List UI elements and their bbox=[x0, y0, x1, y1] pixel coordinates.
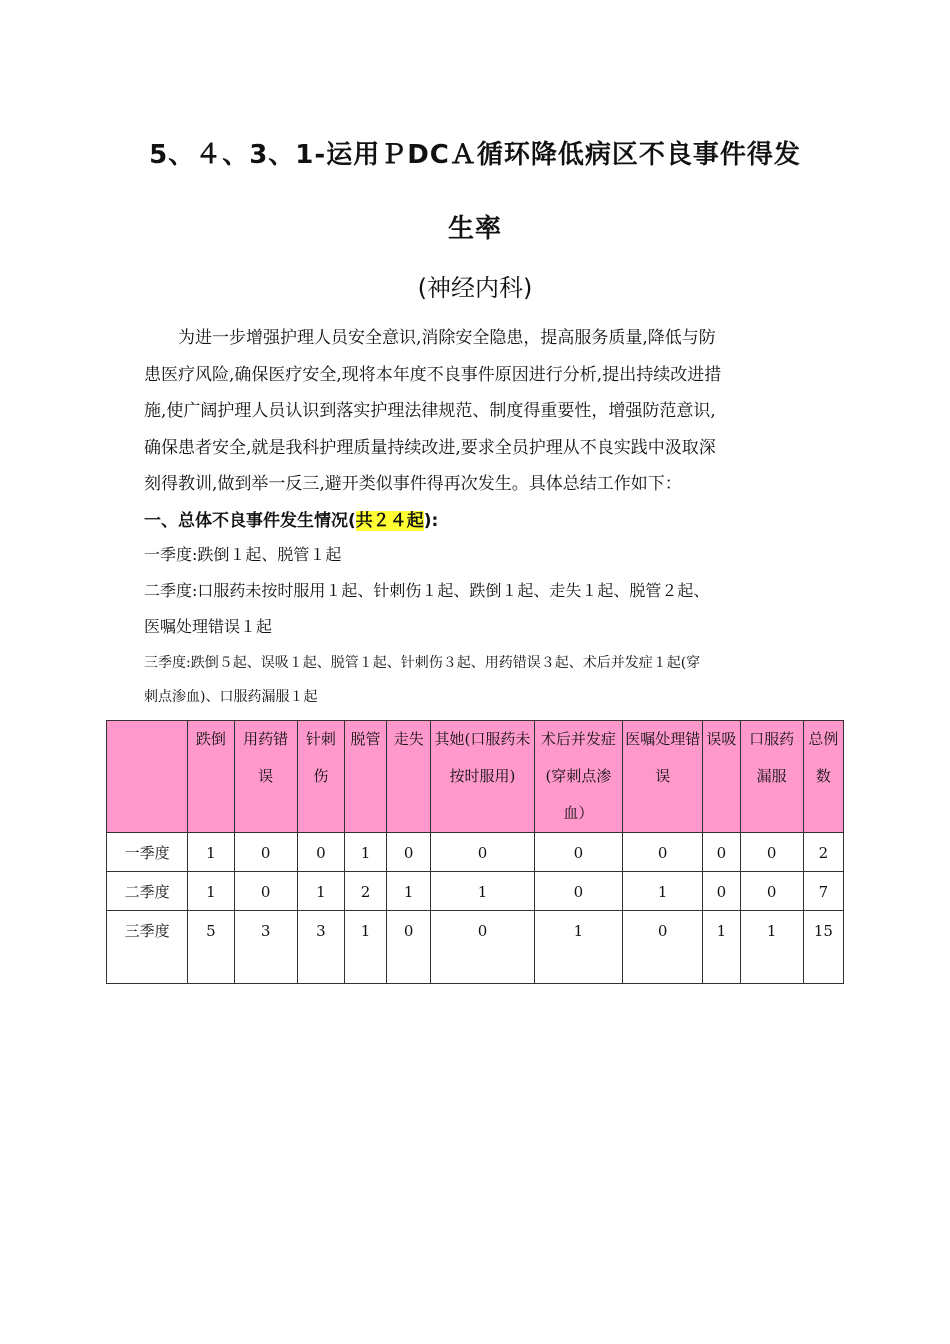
table-cell: 0 bbox=[623, 833, 703, 872]
table-cell: 5 bbox=[188, 911, 234, 984]
table-cell: 1 bbox=[297, 872, 344, 911]
table-cell: 1 bbox=[344, 833, 386, 872]
table-cell: 2 bbox=[344, 872, 386, 911]
table-cell: 0 bbox=[740, 872, 803, 911]
intro-line: 刻得教训,做到举一反三,避开类似事件得再次发生。具体总结工作如下： bbox=[144, 474, 682, 494]
row-label-cell: 二季度 bbox=[107, 872, 188, 911]
header-cell: 口服药漏服 bbox=[740, 721, 803, 833]
intro-line: 施,使广阔护理人员认识到落实护理法律规范、制度得重要性，增强防范意识, bbox=[144, 401, 716, 421]
total-cell: 2 bbox=[803, 833, 843, 872]
section-heading-suffix: ): bbox=[423, 511, 439, 531]
table-cell: 1 bbox=[188, 872, 234, 911]
table-cell: 0 bbox=[431, 833, 534, 872]
total-cell: 15 bbox=[803, 911, 843, 984]
quarter-2-summary: 二季度:口服药未按时服用１起、针刺伤１起、跌倒１起、走失１起、脱管２起、 bbox=[144, 581, 710, 600]
header-cell: 脱管 bbox=[344, 721, 386, 833]
table-cell: 1 bbox=[188, 833, 234, 872]
table-row bbox=[107, 872, 844, 911]
total-count-highlight: 共２４起 bbox=[355, 511, 424, 531]
table-cell: 0 bbox=[623, 911, 703, 984]
table-header-row bbox=[107, 721, 844, 833]
table-cell: 3 bbox=[234, 911, 297, 984]
intro-paragraph bbox=[144, 320, 824, 503]
quarter-3-summary-cont: 刺点渗血)、口服药漏服１起 bbox=[144, 689, 318, 705]
table-cell: 1 bbox=[431, 872, 534, 911]
header-cell: 针刺伤 bbox=[297, 721, 344, 833]
table-cell: 1 bbox=[387, 872, 431, 911]
table-cell: 0 bbox=[740, 833, 803, 872]
header-cell: 走失 bbox=[387, 721, 431, 833]
table-cell: 3 bbox=[297, 911, 344, 984]
table-cell: 0 bbox=[297, 833, 344, 872]
header-cell bbox=[107, 721, 188, 833]
document-title-line-1: 5、４、3、1-运用ＰDCＡ循环降低病区不良事件得发 bbox=[149, 140, 801, 170]
header-cell: 跌倒 bbox=[188, 721, 234, 833]
adverse-events-table bbox=[106, 720, 844, 984]
intro-line: 为进一步增强护理人员安全意识,消除安全隐患，提高服务质量,降低与防 bbox=[178, 328, 716, 348]
table-cell: 1 bbox=[703, 911, 740, 984]
intro-line: 确保患者安全,就是我科护理质量持续改进,要求全员护理从不良实践中汲取深 bbox=[144, 437, 716, 458]
header-cell: 误吸 bbox=[703, 721, 740, 833]
table-cell: 1 bbox=[740, 911, 803, 984]
header-cell: 总例数 bbox=[803, 721, 843, 833]
header-cell: 医嘱处理错误 bbox=[623, 721, 703, 833]
table-cell: 0 bbox=[234, 872, 297, 911]
intro-line: 患医疗风险,确保医疗安全,现将本年度不良事件原因进行分析,提出持续改进措 bbox=[144, 364, 722, 385]
header-cell: 用药错误 bbox=[234, 721, 297, 833]
header-cell: 其她(口服药未按时服用) bbox=[431, 721, 534, 833]
quarter-1-summary: 一季度:跌倒１起、脱管１起 bbox=[144, 545, 342, 564]
table-cell: 0 bbox=[703, 872, 740, 911]
section-heading-prefix: 一、总体不良事件发生情况( bbox=[144, 511, 356, 531]
table-cell: 0 bbox=[534, 872, 622, 911]
table-cell: 0 bbox=[703, 833, 740, 872]
table-cell: 1 bbox=[534, 911, 622, 984]
section-heading bbox=[144, 506, 438, 531]
table-cell: 0 bbox=[234, 833, 297, 872]
table-cell: 0 bbox=[387, 833, 431, 872]
header-cell: 术后并发症(穿刺点渗血） bbox=[534, 721, 622, 833]
table-cell: 0 bbox=[431, 911, 534, 984]
quarter-3-summary: 三季度:跌倒５起、误吸１起、脱管１起、针刺伤３起、用药错误３起、术后并发症１起(穿 bbox=[144, 655, 701, 671]
total-cell: 7 bbox=[803, 872, 843, 911]
table-cell: 0 bbox=[534, 833, 622, 872]
quarter-2-summary-cont: 医嘱处理错误１起 bbox=[144, 617, 273, 636]
row-label-cell: 三季度 bbox=[107, 911, 188, 984]
table-row bbox=[107, 911, 844, 984]
table-cell: 0 bbox=[387, 911, 431, 984]
table-cell: 1 bbox=[344, 911, 386, 984]
table-row bbox=[107, 833, 844, 872]
row-label-cell: 一季度 bbox=[107, 833, 188, 872]
document-title-line-2: 生率 bbox=[447, 214, 502, 244]
department-subtitle: (神经内科) bbox=[417, 274, 533, 302]
table-cell: 1 bbox=[623, 872, 703, 911]
